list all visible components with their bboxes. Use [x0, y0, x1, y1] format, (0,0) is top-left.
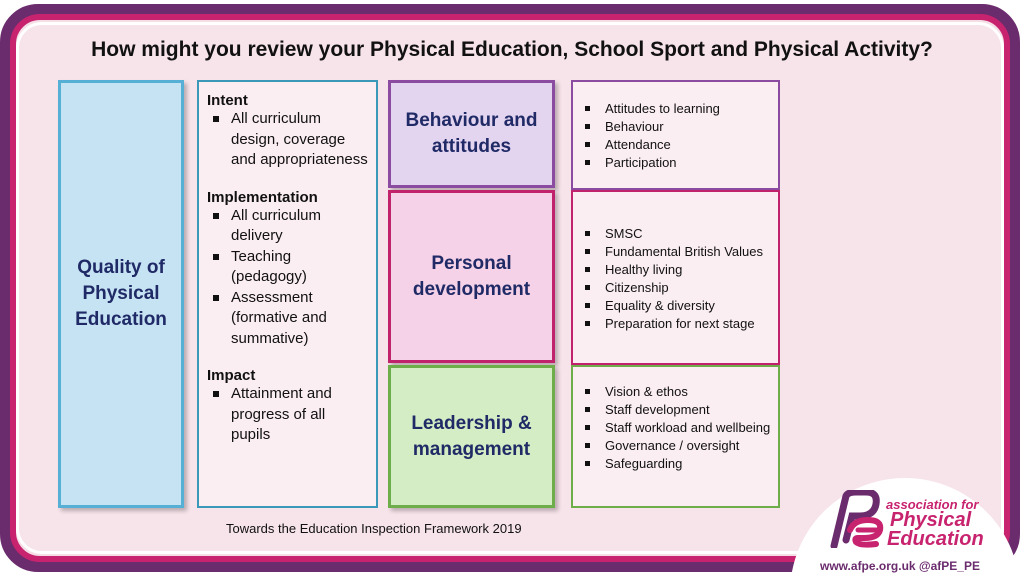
footnote: Towards the Education Inspection Framework 2019 — [226, 521, 522, 536]
leadership-management-label: Leadership & management — [411, 412, 532, 460]
list-item: Healthy living — [579, 261, 772, 279]
list-item: Vision & ethos — [579, 383, 772, 401]
quality-of-pe-box — [58, 80, 184, 508]
personal-development-list — [571, 190, 780, 365]
impact-list — [207, 384, 368, 446]
list-item: Attitudes to learning — [579, 100, 772, 118]
list-item: Safeguarding — [579, 455, 772, 473]
list-item: Attainment and progress of all pupils — [207, 384, 368, 446]
logo-contact: www.afpe.org.uk @afPE_PE — [820, 559, 980, 573]
leadership-management-box — [388, 365, 555, 508]
implementation-heading: Implementation — [207, 188, 318, 206]
list-item: Assessment (formative and summative) — [207, 288, 368, 350]
behaviour-attitudes-list — [571, 80, 780, 190]
list-item: Governance / oversight — [579, 437, 772, 455]
list-item: Participation — [579, 154, 772, 172]
pe-monogram-icon — [820, 490, 890, 548]
list-item: Behaviour — [579, 118, 772, 136]
list-item: Citizenship — [579, 279, 772, 297]
impact-heading: Impact — [207, 367, 256, 384]
list-item: Staff workload and wellbeing — [579, 419, 772, 437]
list-item: All curriculum delivery — [207, 206, 368, 247]
personal-development-box — [388, 190, 555, 363]
behaviour-attitudes-box — [388, 80, 555, 188]
list-item: All curriculum design, coverage and appropriateness — [207, 109, 368, 171]
quality-of-pe-label: Quality of Physical Education — [75, 257, 167, 330]
leadership-management-list — [571, 365, 780, 508]
afpe-logo — [790, 478, 1020, 576]
logo-line-1: association for — [886, 497, 979, 512]
list-item: Attendance — [579, 136, 772, 154]
list-item: Teaching (pedagogy) — [207, 247, 368, 288]
personal-development-label: Personal development — [412, 252, 531, 300]
list-item: SMSC — [579, 225, 772, 243]
intent-implementation-impact-box — [197, 80, 378, 508]
logo-line-2: Physical — [890, 509, 972, 531]
intent-list — [207, 109, 368, 171]
implementation-list — [207, 206, 368, 350]
list-item: Staff development — [579, 401, 772, 419]
list-item: Equality & diversity — [579, 297, 772, 315]
page-title: How might you review your Physical Education, School Sport and Physical Activity? — [91, 38, 933, 61]
logo-line-3: Education — [887, 528, 984, 550]
list-item: Preparation for next stage — [579, 315, 772, 333]
list-item: Fundamental British Values — [579, 243, 772, 261]
behaviour-attitudes-label: Behaviour and attitudes — [405, 110, 538, 157]
intent-heading: Intent — [207, 92, 248, 109]
